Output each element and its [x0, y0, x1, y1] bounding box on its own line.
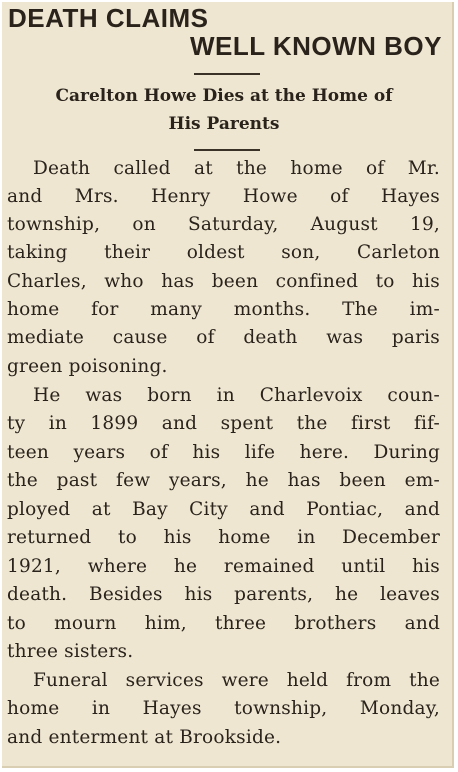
body-line: and Mrs. Henry Howe of Hayes — [7, 186, 440, 207]
divider-rule-top — [194, 73, 260, 75]
body-line: home in Hayes township, Monday, — [7, 698, 440, 719]
body-line: mediate cause of death was paris — [7, 327, 440, 348]
body-line: to mourn him, three brothers and — [7, 613, 440, 634]
body-line: returned to his home in December — [7, 527, 440, 548]
body-line: Funeral services were held from the — [33, 670, 440, 691]
body-line: 1921, where he remained until his — [7, 556, 440, 577]
body-line: death. Besides his parents, he leaves — [7, 584, 440, 605]
headline-line-1: DEATH CLAIMS — [8, 3, 209, 33]
headline-line-2: WELL KNOWN BOY — [189, 31, 442, 61]
body-line: home for many months. The im- — [7, 299, 440, 320]
newspaper-clipping — [2, 2, 454, 768]
body-line: teen years of his life here. During — [7, 442, 440, 463]
body-line: township, on Saturday, August 19, — [7, 214, 440, 235]
body-line: Charles, who has been confined to his — [7, 271, 440, 292]
divider-rule-bottom — [194, 149, 260, 151]
body-line: ployed at Bay City and Pontiac, and — [7, 499, 440, 520]
body-line: the past few years, he has been em- — [7, 470, 440, 491]
body-line: and enterment at Brookside. — [7, 727, 282, 748]
body-line: taking their oldest son, Carleton — [7, 242, 440, 263]
body-line: ty in 1899 and spent the first fif- — [7, 413, 440, 434]
body-line: He was born in Charlevoix coun- — [33, 385, 440, 406]
subheadline-line-2: His Parents — [168, 114, 280, 134]
subheadline-line-1: Carelton Howe Dies at the Home of — [55, 86, 393, 106]
body-line: three sisters. — [7, 641, 134, 662]
body-line: Death called at the home of Mr. — [33, 158, 440, 179]
body-line: green poisoning. — [7, 356, 168, 377]
